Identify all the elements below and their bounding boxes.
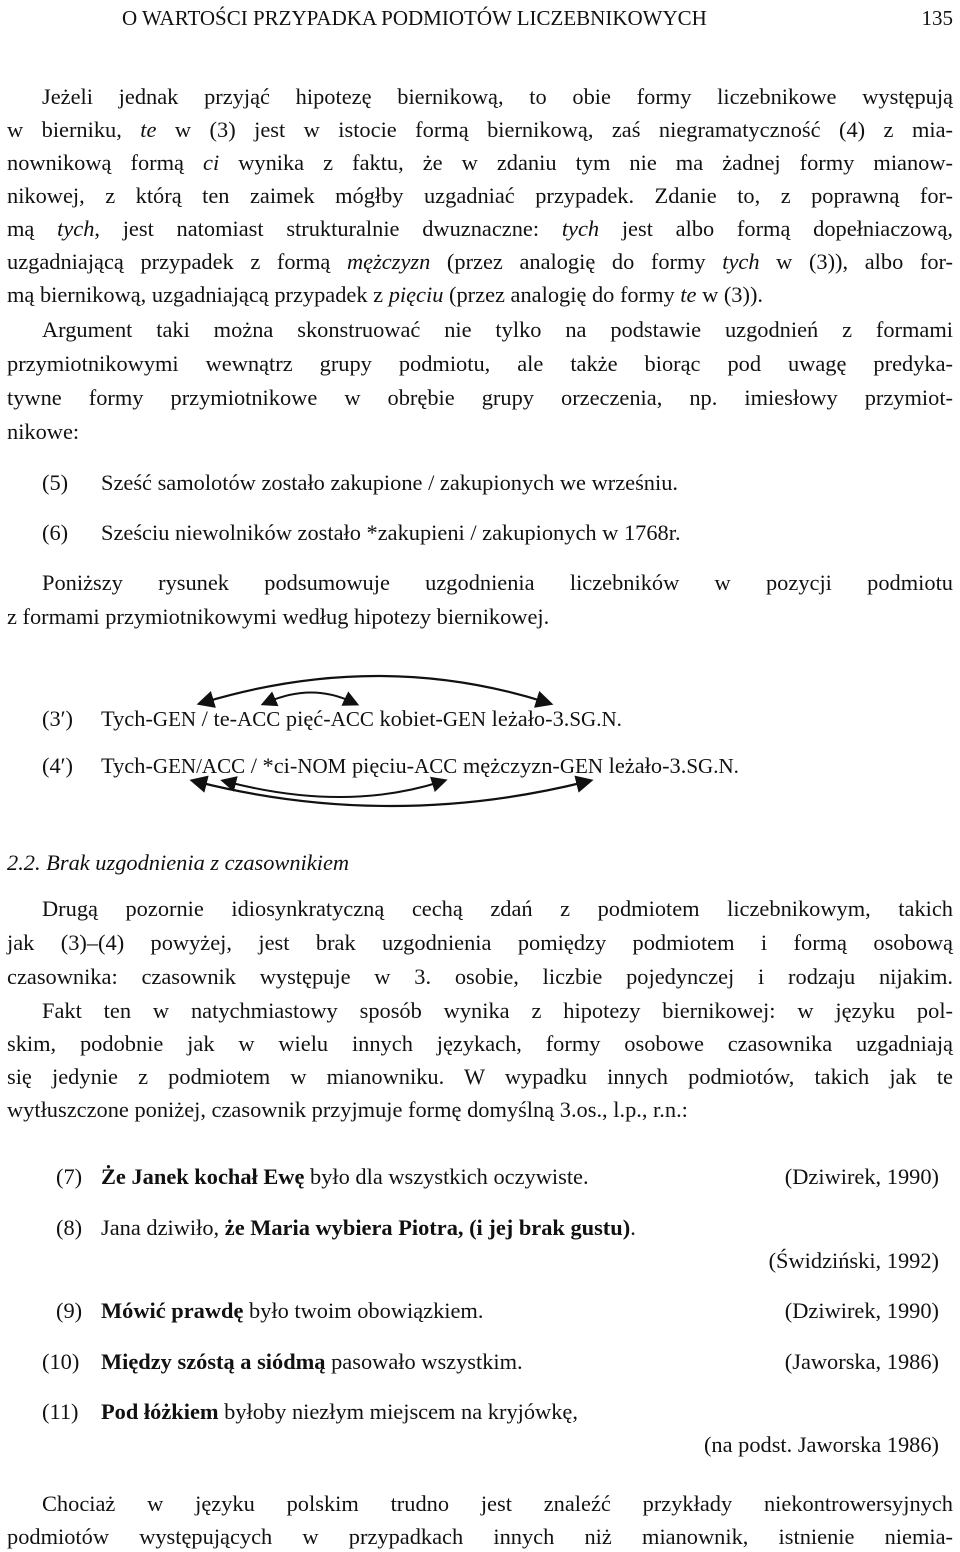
- text-span: uzgadniającą przypadek z formą: [7, 249, 347, 274]
- citation: (Dziwirek, 1990): [784, 1164, 939, 1189]
- arc-tych-kobiet: [205, 676, 545, 702]
- text-line: przymiotnikowymi wewnątrz grupy podmiotu, ale także biorąc pod uwagę predyka-: [7, 351, 953, 376]
- citation: (na podst. Jaworska 1986): [703, 1432, 939, 1457]
- text-line: jak (3)–(4) powyżej, jest brak uzgodnienia pomiędzy podmiotem i formą osobową: [7, 930, 953, 955]
- text-line: [7, 248, 953, 275]
- italic-term: te: [140, 117, 157, 142]
- text-line: Argument taki można skonstruować nie tylko na podstawie uzgodnień z formami: [42, 317, 953, 342]
- example-number: (4′): [42, 753, 74, 778]
- italic-term: mężczyzn: [346, 249, 431, 274]
- text-line: wytłuszczone poniżej, czasownik przyjmuje formę domyślną 3.os., l.p., r.n.:: [7, 1097, 688, 1122]
- text-line: nikowej, z którą ten zaimek mógłby uzgadniać przypadek. Zdanie to, z poprawną for-: [7, 183, 953, 208]
- bold-subject: Że Janek kochał Ewę: [101, 1164, 305, 1189]
- text-span: , jest natomiast strukturalnie dwuznaczne:: [94, 216, 562, 241]
- example-number: (9): [56, 1298, 83, 1323]
- text-span: wynika z faktu, że w zdaniu tym nie ma żadnej formy mianow-: [219, 150, 953, 175]
- text-span: jest albo formą dopełniaczową,: [599, 216, 953, 241]
- gloss-word: / *ci-: [245, 753, 298, 778]
- page-number: 135: [921, 6, 953, 30]
- gloss-word: pięć-: [280, 706, 331, 731]
- italic-term: tych: [722, 249, 760, 274]
- text-line: Drugą pozornie idiosynkratyczną cechą zdań z podmiotem liczebnikowym, takich: [42, 896, 953, 921]
- gloss-text: [101, 752, 739, 780]
- example-text: Sześciu niewolników zostało *zakupieni / zakupionych w 1768r.: [101, 520, 681, 545]
- text-span: było twoim obowiązkiem.: [243, 1298, 484, 1323]
- text-span: byłoby niezłym miejscem na kryjówkę,: [218, 1399, 578, 1424]
- bold-subject: Między szóstą a siódmą: [101, 1349, 326, 1374]
- gloss-tag: GEN: [152, 707, 197, 731]
- citation: (Dziwirek, 1990): [784, 1298, 939, 1323]
- gloss-tag: GEN: [442, 707, 487, 731]
- gloss-word: Tych-: [101, 753, 153, 778]
- text-span: w (3) jest w istocie formą biernikową, zaś niegramatyczność (4) z mia-: [156, 117, 953, 142]
- gloss-tag: ACC: [414, 754, 458, 778]
- example-number: (8): [56, 1215, 83, 1240]
- citation: (Świdziński, 1992): [768, 1248, 939, 1273]
- text-span: było dla wszystkich oczywiste.: [304, 1164, 589, 1189]
- bold-subject: Pod łóżkiem: [101, 1399, 219, 1424]
- text-span: mą biernikową, uzgadniającą przypadek z: [7, 282, 389, 307]
- text-line: tywne formy przymiotnikowe w obrębie grupy orzeczenia, np. imiesłowy przymiot-: [7, 385, 953, 410]
- example-text: [101, 1398, 578, 1425]
- gloss-word: / te-: [196, 706, 238, 731]
- italic-term: te: [680, 282, 697, 307]
- arc-tych-mezczyzn: [198, 782, 585, 806]
- example-number: (6): [42, 520, 69, 545]
- text-line: [7, 281, 953, 308]
- arc-te-piec: [268, 693, 352, 703]
- text-span: w bierniku,: [7, 117, 141, 142]
- italic-term: tych: [57, 216, 95, 241]
- text-line: z formami przymiotnikowymi według hipotezy biernikowej.: [7, 604, 550, 629]
- example-text: [101, 1163, 589, 1190]
- gloss-word: leżało-3.: [486, 706, 570, 731]
- text-line: nikowe:: [7, 419, 80, 444]
- gloss-text: [101, 705, 622, 733]
- text-span: Jana dziwiło,: [101, 1215, 225, 1240]
- gloss-tag: ACC: [330, 707, 374, 731]
- example-text: [101, 1214, 636, 1241]
- text-line: Chociaż w języku polskim trudno jest znaleźć przykłady niekontrowersyjnych: [42, 1491, 953, 1516]
- gloss-word: kobiet-: [373, 706, 443, 731]
- text-line: podmiotów występujących w przypadkach innych niż mianownik, istnienie niemia-: [7, 1524, 953, 1549]
- italic-term: tych: [561, 216, 600, 241]
- text-line: Fakt ten w natychmiastowy sposób wynika z hipotezy biernikowej: w języku pol-: [42, 998, 953, 1023]
- gloss-word: leżało-3.: [603, 753, 687, 778]
- bold-subject: Mówić prawdę: [101, 1298, 244, 1323]
- gloss-word: mężczyzn-: [457, 753, 560, 778]
- example-number: (3′): [42, 706, 74, 731]
- example-text: [101, 1297, 483, 1324]
- header-title: O WARTOŚCI PRZYPADKA PODMIOTÓW LICZEBNIKOWYCH: [122, 6, 707, 30]
- example-number: (5): [42, 470, 69, 495]
- text-span: .: [630, 1215, 636, 1240]
- gloss-word: pięciu-: [346, 753, 415, 778]
- text-line: [7, 149, 953, 176]
- example-number: (10): [42, 1349, 80, 1374]
- bold-subject: że Maria wybiera Piotra, (i jej brak gustu): [224, 1215, 631, 1240]
- text-line: [7, 215, 953, 242]
- text-line: czasownika: czasownik występuje w 3. osobie, liczbie pojedynczej i rodzaju nijakim.: [7, 964, 953, 989]
- gloss-tag: SG.N.: [686, 754, 739, 778]
- example-number: (7): [56, 1164, 83, 1189]
- text-span: (przez analogię do formy: [430, 249, 723, 274]
- text-line: Jeżeli jednak przyjąć hipotezę biernikową, to obie formy liczebnikowe występują: [42, 84, 953, 109]
- text-span: mą: [7, 216, 58, 241]
- example-text: [101, 1348, 523, 1375]
- example-number: (11): [42, 1399, 79, 1424]
- gloss-tag: SG.N.: [569, 707, 622, 731]
- text-span: pasowało wszystkim.: [325, 1349, 523, 1374]
- gloss-tag: GEN: [559, 754, 604, 778]
- text-line: Poniższy rysunek podsumowuje uzgodnienia liczebników w pozycji podmiotu: [42, 570, 953, 595]
- citation: (Jaworska, 1986): [784, 1349, 939, 1374]
- gloss-tag: ACC: [237, 707, 281, 731]
- section-heading: 2.2. Brak uzgodnienia z czasownikiem: [7, 850, 350, 875]
- text-span: w (3)).: [696, 282, 763, 307]
- arc-tych-pieciu: [228, 782, 440, 797]
- text-line: skim, podobnie jak w wielu innych językach, formy osobowe czasownika uzgadniają: [7, 1031, 953, 1056]
- text-span: w (3)), albo for-: [759, 249, 954, 274]
- gloss-tag: GEN/ACC: [152, 754, 246, 778]
- text-span: nownikową formą: [7, 150, 203, 175]
- example-text: Sześć samolotów zostało zakupione / zakupionych we wrześniu.: [101, 470, 679, 495]
- gloss-word: Tych-: [101, 706, 153, 731]
- text-line: się jedynie z podmiotem w mianowniku. W wypadku innych podmiotów, takich jak te: [7, 1064, 953, 1089]
- text-line: [7, 116, 953, 143]
- italic-term: ci: [203, 150, 220, 175]
- italic-term: pięciu: [388, 282, 444, 307]
- gloss-tag: NOM: [297, 754, 347, 778]
- text-span: (przez analogię do formy: [443, 282, 681, 307]
